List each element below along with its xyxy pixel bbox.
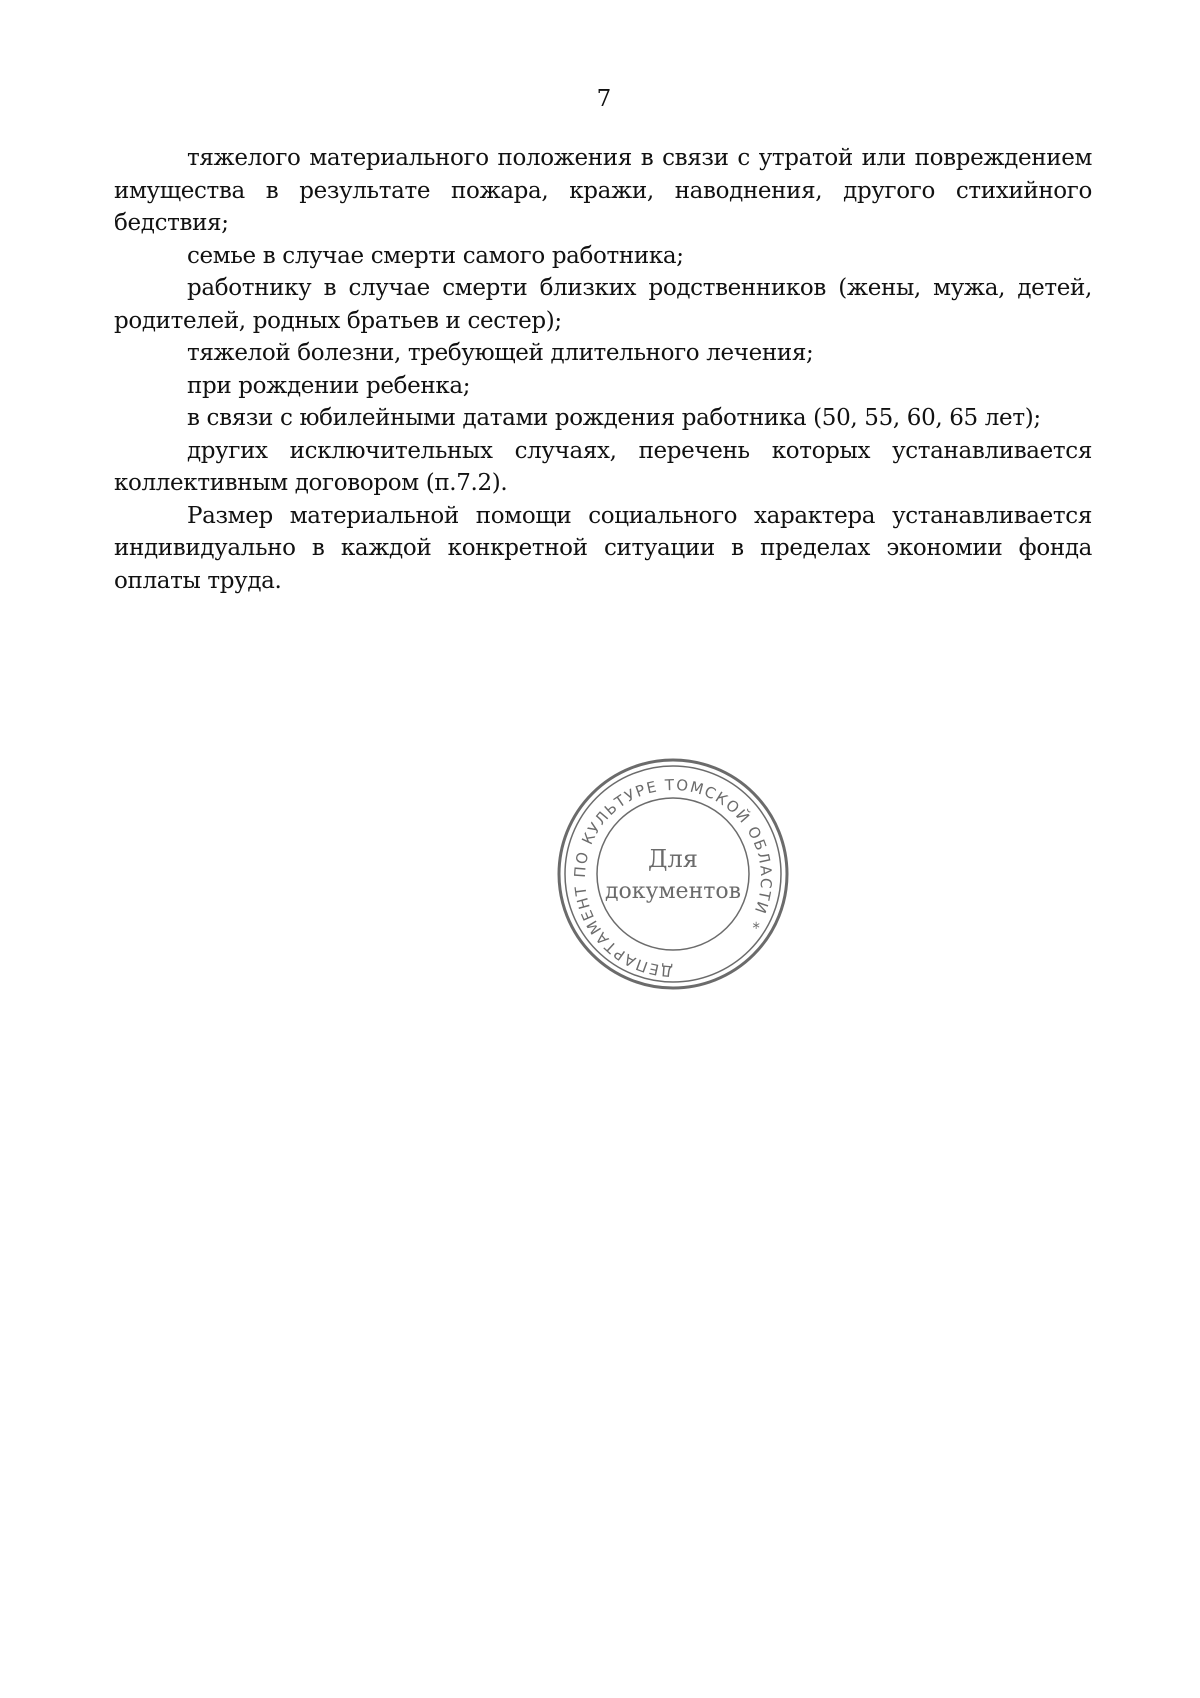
paragraph-anniversary: в связи с юбилейными датами рождения работника (50, 55, 60, 65 лет); [187, 405, 1041, 431]
paragraph-material-hardship: тяжелого материального положения в связи с утратой или повреждением имущества в результате пожара, кражи, наводнения, другого стихийного бедствия; [114, 145, 1092, 236]
seal-ring-text: ДЕПАРТАМЕНТ ПО КУЛЬТУРЕ ТОМСКОЙ ОБЛАСТИ * [570, 775, 776, 981]
page-number: 7 [596, 86, 612, 112]
seal-center-line2: документов [604, 879, 742, 904]
paragraph-child-birth: при рождении ребенка; [187, 372, 471, 399]
paragraph-assistance-amount: Размер материальной помощи социального характера устанавливается индивидуально в каждой конкретной ситуации в пределах экономии фонда оплаты труда. [114, 502, 1092, 594]
paragraph-exceptional-cases: других исключительных случаях, перечень которых устанавливается коллективным договором (п.7.2). [114, 437, 1092, 496]
paragraph-serious-illness: тяжелой болезни, требующей длительного лечения; [187, 340, 814, 366]
seal-center-line1: Для [648, 845, 698, 873]
body-text [114, 142, 1092, 597]
paragraph-relatives-death: работнику в случае смерти близких родственников (жены, мужа, детей, родителей, родных братьев и сестер); [114, 275, 1092, 334]
official-seal [549, 752, 797, 996]
paragraph-employee-death: семье в случае смерти самого работника; [187, 242, 684, 269]
